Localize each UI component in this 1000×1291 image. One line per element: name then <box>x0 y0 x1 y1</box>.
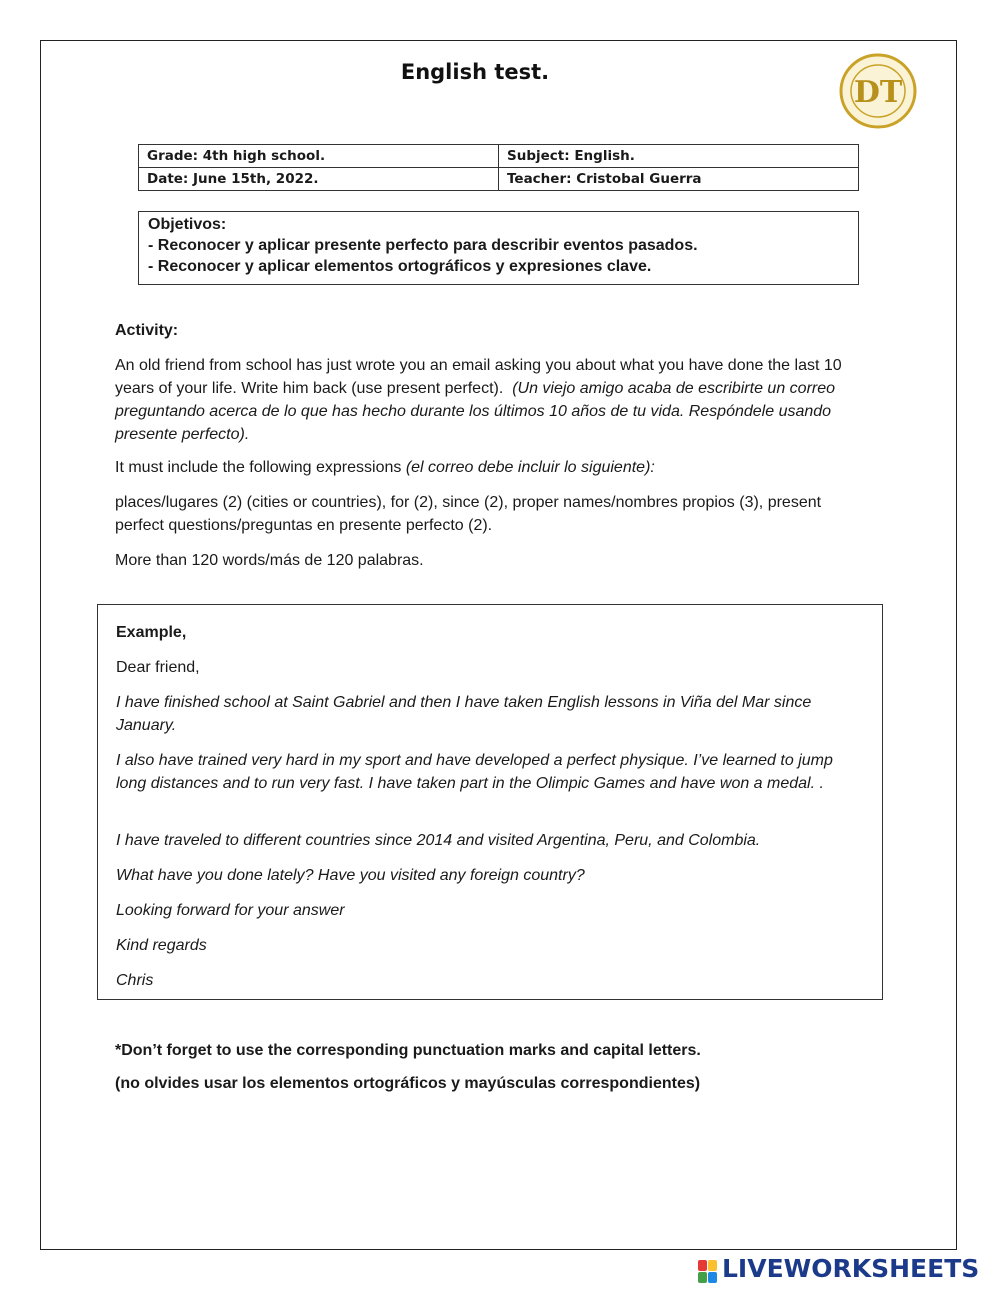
subject-cell: Subject: English. <box>499 145 859 168</box>
logo-letters: DT <box>853 75 903 110</box>
note-english: *Don’t forget to use the corresponding punctuation marks and capital letters. <box>115 1042 701 1059</box>
example-box <box>97 604 883 1000</box>
school-crest-logo <box>838 52 918 130</box>
expressions-requirement <box>115 456 860 479</box>
table-row <box>139 168 859 191</box>
liveworksheets-logo-icon <box>698 1260 718 1284</box>
note-spanish: (no olvides usar los elementos ortográficos y mayúsculas correspondientes) <box>115 1075 701 1092</box>
activity-heading: Activity: <box>115 322 179 339</box>
expressions-list: places/lugares (2) (cities or countries), for (2), since (2), proper names/nombres propios (3), present perfect questions/preguntas en presente perfecto (2). <box>115 494 822 534</box>
example-paragraph: What have you done lately? Have you visited any foreign country? <box>116 867 585 884</box>
example-paragraph: I have traveled to different countries since 2014 and visited Argentina, Peru, and Colombia. <box>116 832 761 849</box>
word-count-requirement: More than 120 words/más de 120 palabras. <box>115 552 424 569</box>
example-signature: Chris <box>116 972 154 989</box>
page-title: English test. <box>400 60 550 84</box>
objectives-box <box>138 211 859 285</box>
grade-cell: Grade: 4th high school. <box>139 145 499 168</box>
example-paragraph: Kind regards <box>116 937 207 954</box>
objectives-heading: Objetivos: <box>148 216 227 233</box>
instructions-english: An old friend from school has just wrote you an email asking you about what you have done the last 10 years of your life. Write him back (use present perfect). <box>115 357 842 397</box>
teacher-cell: Teacher: Cristobal Guerra <box>499 168 859 191</box>
info-table <box>138 144 859 191</box>
example-greeting: Dear friend, <box>116 659 200 676</box>
liveworksheets-brand[interactable] <box>698 1252 998 1288</box>
table-row <box>139 145 859 168</box>
instructions-spanish: (Un viejo amigo acaba de escribirte un correo preguntando acerca de lo que has hecho durante los últimos 10 años de tu vida. Respóndele usando presente perfecto). <box>115 380 836 443</box>
example-paragraph: I also have trained very hard in my sport and have developed a perfect physique. I’ve learned to jump long distances and to run very fast. I have taken part in the Olimpic Games and have won a medal. . <box>116 752 833 792</box>
example-heading: Example, <box>116 624 187 641</box>
objective-item: - Reconocer y aplicar presente perfecto para describir eventos pasados. <box>148 237 698 254</box>
requirement-english: It must include the following expressions <box>115 459 402 476</box>
example-paragraph: I have finished school at Saint Gabriel and then I have taken English lessons in Viña del Mar since January. <box>116 694 812 734</box>
brand-name: LIVEWORKSHEETS <box>722 1254 980 1283</box>
objective-item: - Reconocer y aplicar elementos ortográficos y expresiones clave. <box>148 258 652 275</box>
requirement-spanish: (el correo debe incluir lo siguiente): <box>405 459 655 476</box>
activity-instructions <box>115 354 860 446</box>
example-paragraph: Looking forward for your answer <box>116 902 345 919</box>
date-cell: Date: June 15th, 2022. <box>139 168 499 191</box>
